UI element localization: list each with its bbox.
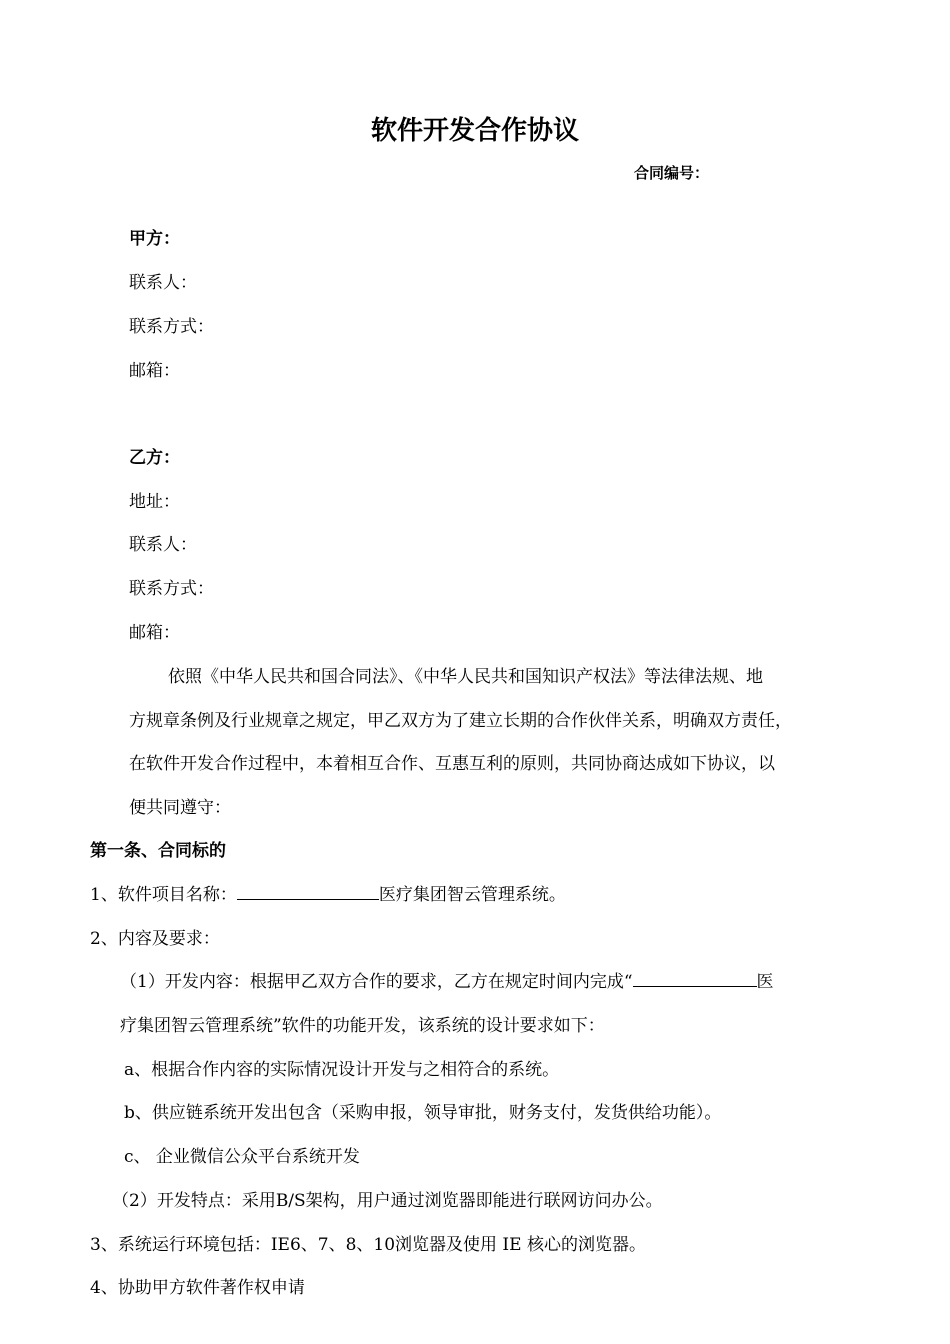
sub-1-line-2: 疗集团智云管理系统”软件的功能开发，该系统的设计要求如下： [120, 1016, 605, 1036]
party-b-address: 地址： [129, 492, 180, 512]
party-a-heading: 甲方： [129, 229, 180, 249]
item-1-suffix: 医疗集团智云管理系统。 [378, 885, 566, 905]
party-b-heading: 乙方： [129, 448, 180, 468]
party-b-contact-method: 联系方式： [129, 579, 214, 599]
party-a-contact-person: 联系人： [129, 273, 197, 293]
contract-number-label: 合同编号： [634, 164, 710, 182]
item-3-environment: 3、系统运行环境包括：IE6、7、8、10浏览器及使用 IE 核心的浏览器。 [90, 1235, 646, 1255]
preamble-line-4: 便共同遵守： [129, 798, 231, 818]
party-a-email: 邮箱： [129, 361, 180, 381]
requirement-a: a、根据合作内容的实际情况设计开发与之相符合的系统。 [124, 1060, 560, 1080]
sub-1-prefix: （1）开发内容：根据甲乙双方合作的要求，乙方在规定时间内完成“ [120, 972, 633, 992]
sub-1-suffix: 医 [756, 972, 774, 992]
party-b-email: 邮箱： [129, 623, 180, 643]
party-a-contact-method: 联系方式： [129, 317, 214, 337]
item-2-content: 2、内容及要求： [90, 929, 220, 949]
sub-2-features: （2）开发特点：采用B/S架构，用户通过浏览器即能进行联网访问办公。 [112, 1191, 663, 1211]
requirement-c: c、 企业微信公众平台系统开发 [124, 1147, 360, 1167]
item-1-project-name [90, 884, 566, 906]
system-name-blank [633, 971, 757, 987]
preamble-line-3: 在软件开发合作过程中，本着相互合作、互惠互利的原则，共同协商达成如下协议，以 [129, 754, 775, 774]
preamble-line-1: 依照《中华人民共和国合同法》、《中华人民共和国知识产权法》等法律法规、地 [168, 667, 763, 687]
document-title: 软件开发合作协议 [370, 116, 579, 146]
party-b-contact-person: 联系人： [129, 535, 197, 555]
sub-1-line-1 [120, 971, 774, 993]
article-1-heading: 第一条、合同标的 [90, 841, 226, 861]
preamble-line-2: 方规章条例及行业规章之规定，甲乙双方为了建立长期的合作伙伴关系，明确双方责任， [129, 711, 792, 731]
requirement-b: b、供应链系统开发出包含（采购申报，领导审批，财务支付，发货供给功能）。 [124, 1103, 722, 1123]
item-1-prefix: 1、软件项目名称： [90, 885, 237, 905]
item-4-copyright: 4、协助甲方软件著作权申请 [90, 1278, 305, 1298]
project-name-blank [237, 884, 379, 900]
